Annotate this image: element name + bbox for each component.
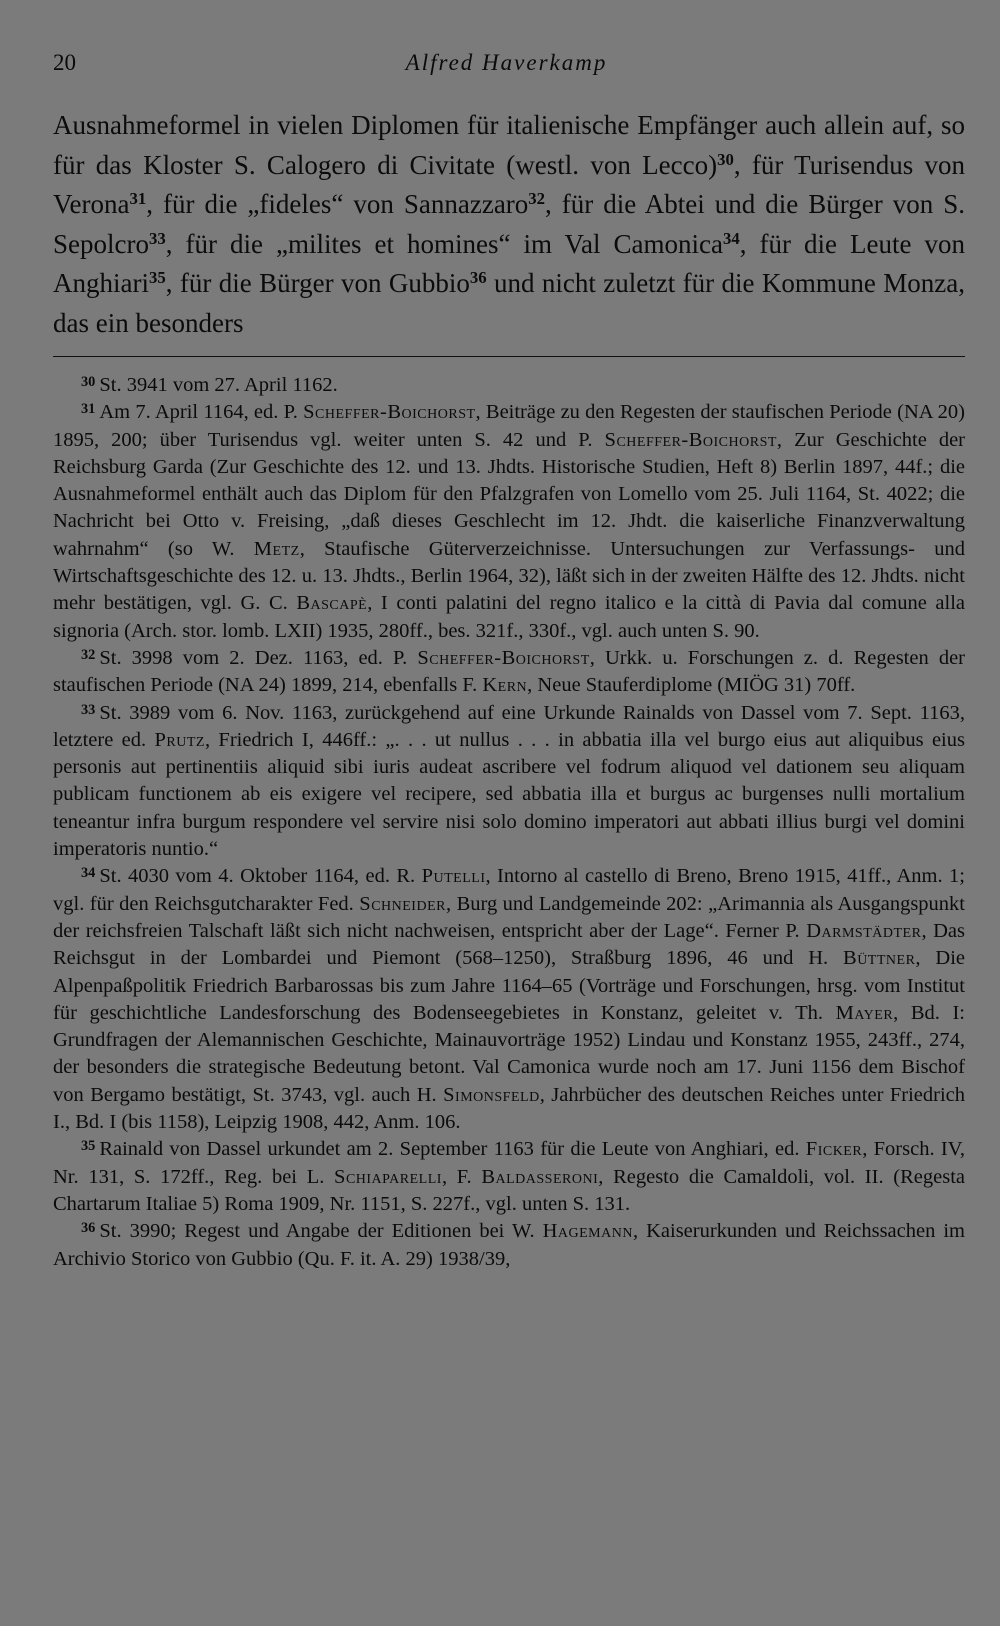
- footnote-31: $^{31}$ Am 7. April 1164, ed. P. Scheffer-Boichorst, Beiträge zu den Regesten der staufischen Periode (NA 20) 1895, 200; über Turisendus vgl. weiter unten S. 42 und P. Scheffer-Boichorst, Zur Geschichte der Reichsburg Garda (Zur Geschichte des 12. und 13. Jhdts. Historische Studien, Heft 8) Berlin 1897, 44f.; die Ausnahmeformel enthält auch das Diplom für den Pfalzgrafen von Lomello vom 25. Juli 1164, St. 4022; die Nachricht bei Otto v. Freising, „daß dieses Geschlecht im 12. Jhdt. die kaiserliche Finanzverwaltung wahrnahm“ (so W. Metz, Staufische Güterverzeichnisse. Untersuchungen zur Verfassungs- und Wirtschaftsgeschichte des 12. u. 13. Jhdts., Berlin 1964, 32), läßt sich in der zweiten Hälfte des 12. Jhdts. nicht mehr bestätigen, vgl. G. C. Bascapè, I conti palatini del regno italico e la città di Pavia dal comune alla signoria (Arch. stor. lomb. LXII) 1935, 280ff., bes. 321f., 330f., vgl. auch unten S. 90.: [53, 401, 966, 642]
- author-name: Schneider: [359, 892, 446, 915]
- author-name: Baldasseroni: [481, 1165, 599, 1188]
- main-text: [53, 106, 965, 343]
- footnote-30: $^{30}$ St. 3941 vom 27. April 1162.: [81, 373, 338, 396]
- author-name: Hagemann: [542, 1220, 633, 1243]
- author-name: Bascapè: [296, 592, 368, 615]
- footnote-number: 34: [81, 865, 96, 882]
- footnote-ref-36[interactable]: 36: [469, 267, 487, 287]
- footnote-ref-31[interactable]: 31: [129, 188, 147, 208]
- footnote-36: $^{36}$ St. 3990; Regest und Angabe der Editionen bei W. Hagemann, Kaiserurkunden und Reichssachen im Archivio Storico von Gubbio (Qu. F. it. A. 29) 1938/39,: [53, 1220, 965, 1270]
- footnotes: [53, 372, 965, 1273]
- author-name: Kern: [482, 674, 528, 697]
- footnote-32: $^{32}$ St. 3998 vom 2. Dez. 1163, ed. P. Scheffer-Boichorst, Urkk. u. Forschungen z. d. Regesten der staufischen Periode (NA 24) 1899, 214, ebenfalls F. Kern, Neue Stauferdiplome (MIÖG 31) 70ff.: [53, 646, 965, 697]
- footnote-ref-32[interactable]: 32: [528, 188, 546, 208]
- author-name: Darmstädter: [806, 919, 922, 942]
- footnote-number: 33: [81, 701, 96, 718]
- footnote-ref-33[interactable]: 33: [148, 228, 166, 248]
- author-name: Scheffer-Boichorst: [303, 401, 476, 424]
- author-name: Ficker: [805, 1138, 863, 1161]
- footnote-number: 35: [81, 1138, 96, 1155]
- footnote-number: 32: [81, 646, 96, 663]
- footnote-ref-30[interactable]: 30: [717, 149, 734, 169]
- running-head: Alfred Haverkamp: [405, 50, 608, 75]
- author-name: Schiaparelli: [334, 1165, 442, 1188]
- page-header: [53, 50, 960, 84]
- footnote-ref-34[interactable]: 34: [723, 228, 740, 248]
- footnote-35: $^{35}$ Rainald von Dassel urkundet am 2. September 1163 für die Leute von Anghiari, ed. Ficker, Forsch. IV, Nr. 131, S. 172ff., Reg. bei L. Schiaparelli, F. Baldasseroni, Regesto die Camaldoli, vol. II. (Regesta Chartarum Italiae 5) Roma 1909, Nr. 1151, S. 227f., vgl. unten S. 131.: [53, 1138, 965, 1215]
- page-number: 20: [53, 50, 76, 75]
- body-paragraph: Ausnahmeformel in vielen Diplomen für italienische Empfänger auch allein auf, so für das Kloster S. Calogero di Civitate (westl. von Lecco)$^{30}$, für Turisendus von Verona$^{31}$, für die „fideles“ von Sannazzaro$^{32}$, für die Abtei und die Bürger von S. Sepolcro$^{33}$, für die „milites et homines“ im Val Camonica$^{34}$, für die Leute von Anghiari$^{35}$, für die Bürger von Gubbio$^{36}$ und nicht zuletzt für die Kommune Monza, das ein besonders: [53, 110, 965, 338]
- author-name: Simonsfeld: [443, 1083, 540, 1106]
- author-name: Scheffer-Boichorst: [604, 428, 777, 451]
- footnote-divider: [53, 356, 965, 357]
- footnote-33: $^{33}$ St. 3989 vom 6. Nov. 1163, zurückgehend auf eine Urkunde Rainalds von Dassel vom 7. Sept. 1163, letztere ed. Prutz, Friedrich I, 446ff.: „. . . ut nullus . . . in abbatia illa vel burgo eius aut aliquibus eius personis aut pertinentiis aliquid sibi iuris audeat ascribere vel fodrum aliquod vel dationem seu aliquam publicam functionem ab eis exigere vel recipere, sed abbatia illa et burgus ac burgenses nulli mortalium teneantur infra burgum respondere vel servire nisi solo domino imperatori aut abbati illius burgi vel domini imperatoris nuntio.“: [53, 701, 965, 861]
- author-name: Scheffer-Boichorst: [417, 646, 590, 669]
- author-name: Putelli: [421, 865, 486, 888]
- footnote-number: 36: [81, 1220, 96, 1237]
- author-name: Metz: [253, 537, 300, 560]
- footnote-34: $^{34}$ St. 4030 vom 4. Oktober 1164, ed. R. Putelli, Intorno al castello di Breno, Breno 1915, 41ff., Anm. 1; vgl. für den Reichsgutcharakter Fed. Schneider, Burg und Landgemeinde 202: „Arimannia als Ausgangspunkt der reichsfreien Talschaft läßt sich nicht nachweisen, entspricht aber der Lage“. Ferner P. Darmstädter, Das Reichsgut in der Lombardei und Piemont (568–1250), Straßburg 1896, 46 und H. Büttner, Die Alpenpaßpolitik Friedrich Barbarossas bis zum Jahre 1164–65 (Vorträge und Forschungen, hrsg. vom Institut für geschichtliche Landesforschung des Bodenseegebietes in Konstanz, geleitet v. Th. Mayer, Bd. I: Grundfragen der Alemannischen Geschichte, Mainauvorträge 1952) Lindau und Konstanz 1955, 243ff., 274, der besonders die strategische Bedeutung betont. Val Camonica wurde noch am 17. Juni 1156 dem Bischof von Bergamo bestätigt, St. 3743, vgl. auch H. Simonsfeld, Jahrbücher des deutschen Reiches unter Friedrich I., Bd. I (bis 1158), Leipzig 1908, 442, Anm. 106.: [53, 865, 966, 1134]
- author-name: Mayer: [835, 1001, 894, 1024]
- footnote-ref-35[interactable]: 35: [148, 267, 166, 287]
- author-name: Prutz: [154, 728, 205, 751]
- footnote-number: 31: [81, 401, 96, 418]
- author-name: Büttner: [843, 947, 916, 970]
- footnote-number: 30: [81, 373, 96, 390]
